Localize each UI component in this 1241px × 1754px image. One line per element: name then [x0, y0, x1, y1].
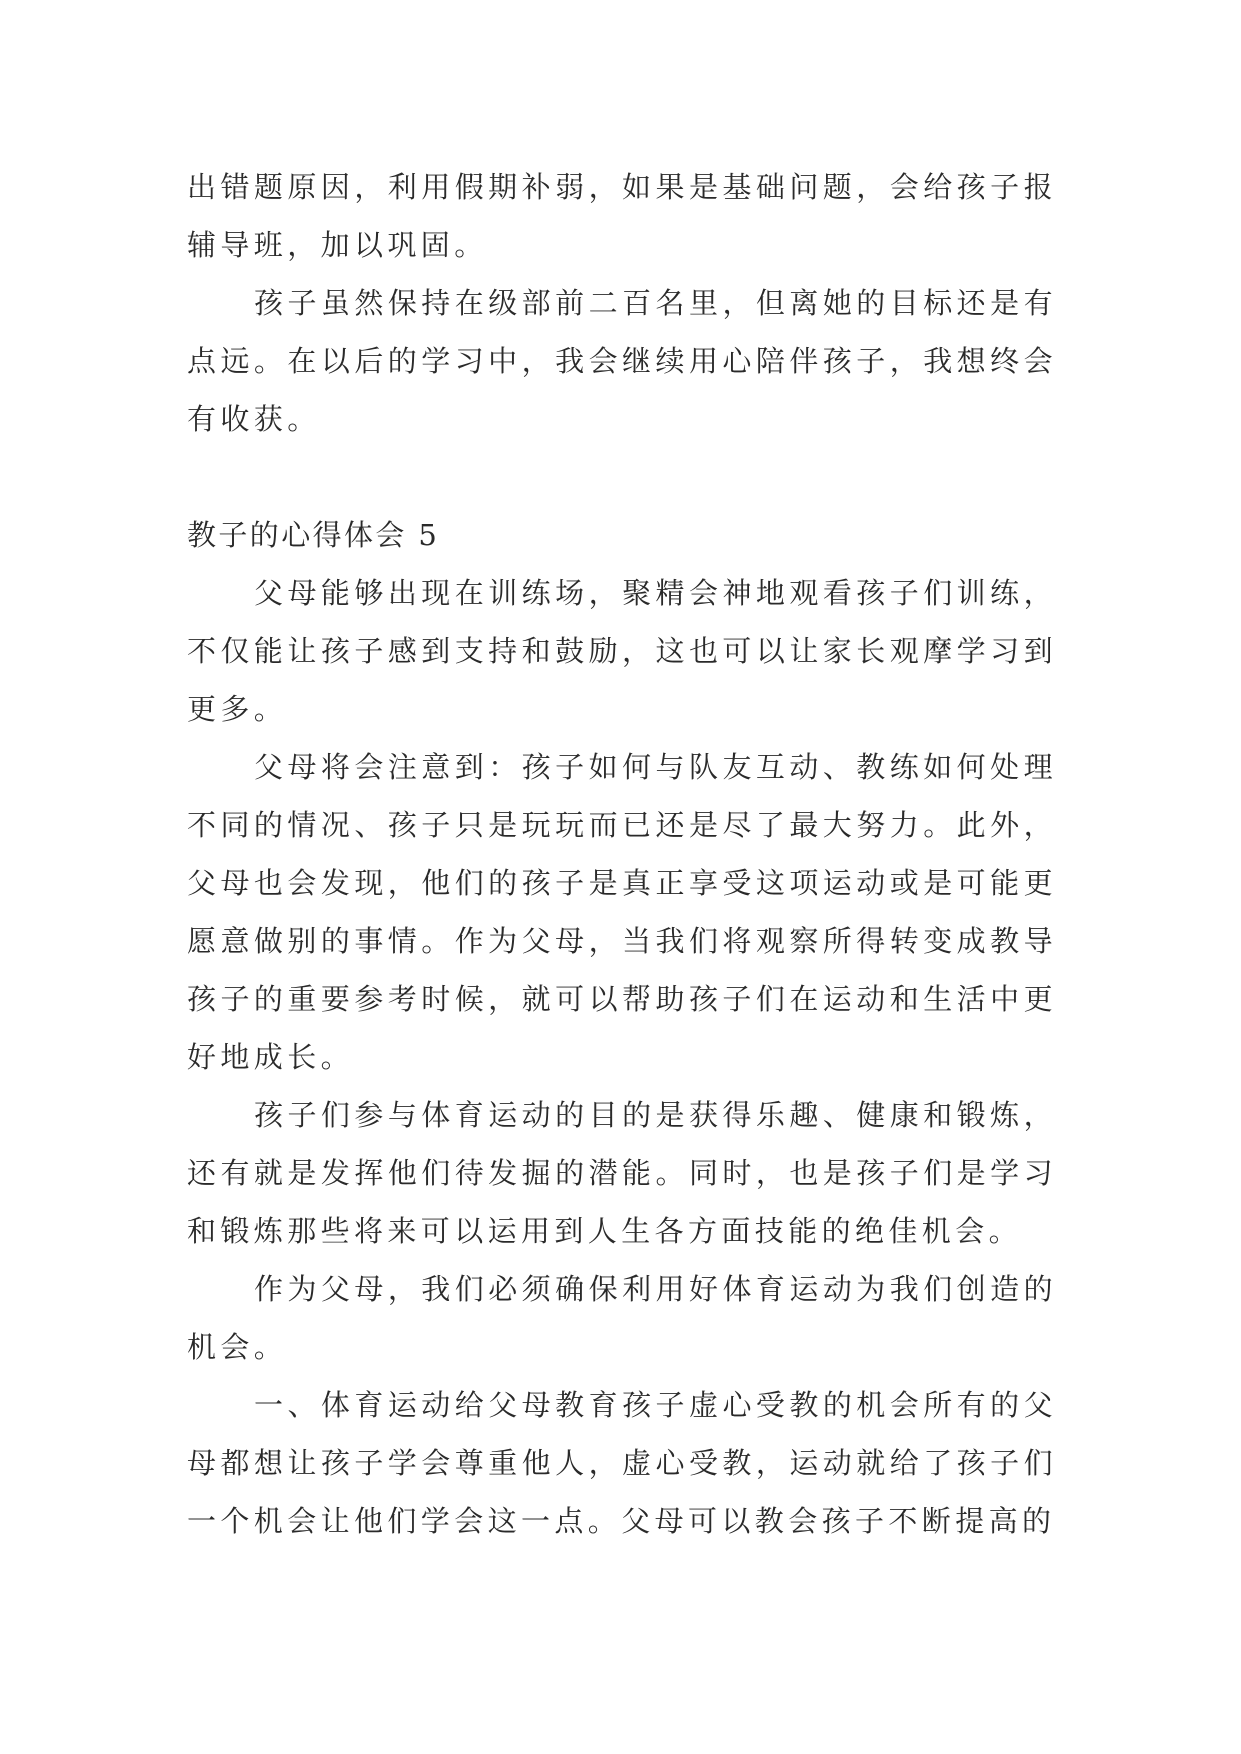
paragraph-continuation: 出错题原因，利用假期补弱，如果是基础问题，会给孩子报辅导班，加以巩固。: [187, 170, 1057, 262]
paragraph: 一、体育运动给父母教育孩子虚心受教的机会所有的父母都想让孩子学会尊重他人，虚心受教，运动就给了孩子们一个机会让他们学会这一点。父母可以教会孩子不断提高的: [187, 1388, 1057, 1538]
paragraph: 作为父母，我们必须确保利用好体育运动为我们创造的机会。: [187, 1272, 1057, 1364]
document-body: [187, 158, 1057, 1550]
paragraph: 父母能够出现在训练场，聚精会神地观看孩子们训练，不仅能让孩子感到支持和鼓励，这也可以让家长观摩学习到更多。: [187, 576, 1057, 726]
paragraph: 孩子虽然保持在级部前二百名里，但离她的目标还是有点远。在以后的学习中，我会继续用心陪伴孩子，我想终会有收获。: [187, 286, 1057, 436]
section-spacer: [187, 448, 1057, 506]
paragraph: 父母将会注意到：孩子如何与队友互动、教练如何处理不同的情况、孩子只是玩玩而已还是尽了最大努力。此外，父母也会发现，他们的孩子是真正享受这项运动或是可能更愿意做别的事情。作为父母，当我们将观察所得转变成教导孩子的重要参考时候，就可以帮助孩子们在运动和生活中更好地成长。: [187, 750, 1057, 1074]
section-title: 教子的心得体会 5: [187, 518, 440, 552]
paragraph: 孩子们参与体育运动的目的是获得乐趣、健康和锻炼，还有就是发挥他们待发掘的潜能。同时，也是孩子们是学习和锻炼那些将来可以运用到人生各方面技能的绝佳机会。: [187, 1098, 1057, 1248]
